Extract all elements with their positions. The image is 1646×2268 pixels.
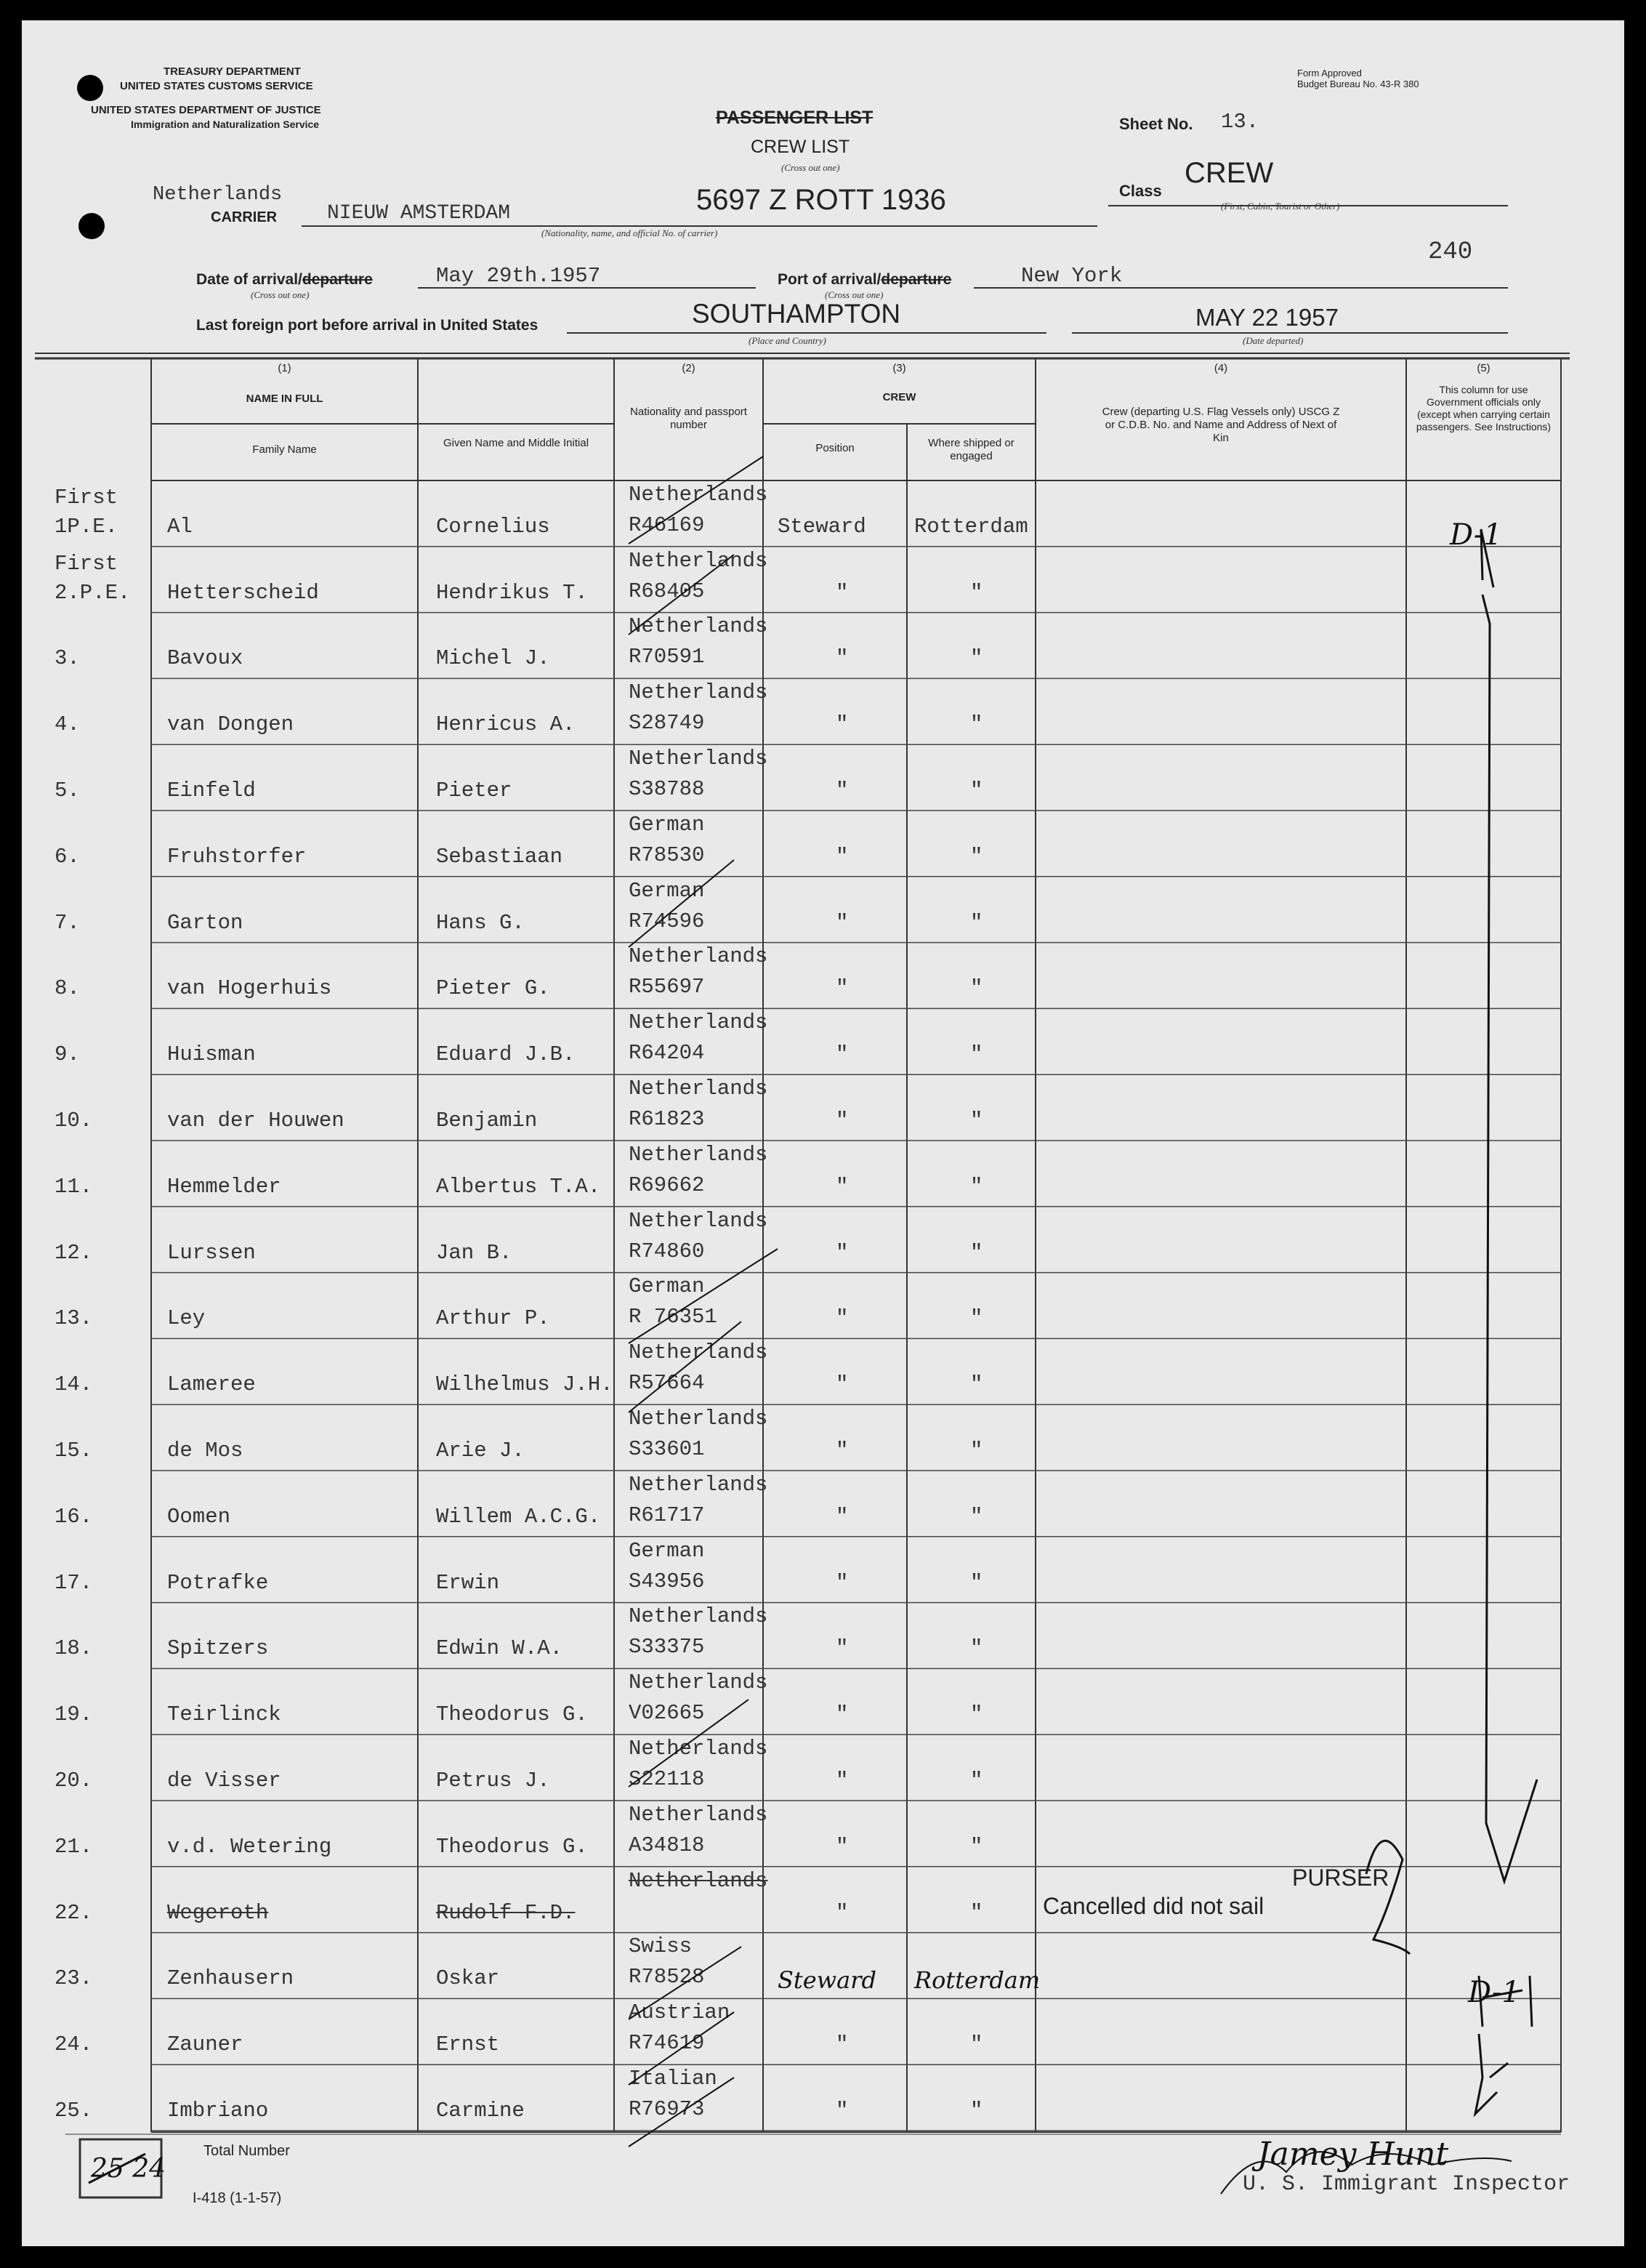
row-family-name: Potrafke [167,1570,269,1595]
form-approved: Form Approved [1297,68,1362,79]
row-number: 17. [55,1570,93,1595]
title-crew-list: CREW LIST [751,137,850,157]
row-where-shipped: " [970,646,983,671]
row-given-name: Ernst [436,2032,500,2057]
row-given-name: Wilhelmus J.H. [436,1372,613,1397]
row-position: " [836,1636,849,1661]
row-position: Steward [778,1966,876,1995]
row-nationality: Netherlands [629,548,768,573]
row-passport: R78528 [629,1965,705,1990]
row-family-name: Spitzers [167,1636,269,1661]
row-where-shipped: Rotterdam [914,514,1028,539]
row-given-name: Michel J. [436,646,550,671]
arrival-port-note: (Cross out one) [825,289,884,300]
row-passport: R 76351 [629,1305,717,1330]
row-number: 8. [55,976,80,1001]
row-prefix: First [55,485,118,510]
row-where-shipped: " [970,2032,983,2057]
row-given-name: Erwin [436,1570,500,1595]
row-given-name: Pieter [436,779,512,803]
budget-bureau: Budget Bureau No. 43-R 380 [1297,79,1419,89]
agency-ins: Immigration and Naturalization Service [131,118,320,130]
col5-title: This column for use Government officials only (except when carrying certain passengers. See Instructions) [1416,384,1552,433]
row-nationality: Netherlands [629,1077,768,1101]
row-family-name: Al [167,514,193,539]
row-where-shipped: " [970,1042,983,1067]
row-passport: R55697 [629,975,705,1000]
col-where-shipped: Where shipped or engaged [928,437,1014,462]
d1-stamp-middle: D-1 [1468,1976,1520,2009]
date-departed-value: MAY 22 1957 [1195,304,1339,331]
row-nationality: German [629,1274,705,1299]
arrival-port-label: Port of arrival/departure [778,271,952,288]
row-family-name: Zenhausern [167,1966,294,1991]
row-nationality: Netherlands [629,614,768,639]
row-nationality: Netherlands [629,1868,768,1893]
row-where-shipped: " [970,976,983,1001]
carrier-note: (Nationality, name, and official No. of carrier) [541,228,718,238]
row-family-name: v.d. Wetering [167,1834,332,1859]
row-given-name: Cornelius [436,514,550,539]
col4-title: Crew (departing U.S. Flag Vessels only) USCG Z or C.D.B. No. and Name and Address of Next of Kin [1102,406,1340,444]
row-position: " [836,1504,849,1529]
row-nationality: Netherlands [629,1472,768,1497]
date-departed-note: (Date departed) [1243,335,1304,346]
row-prefix: First [55,551,118,576]
title-cross-out-note: (Cross out one) [781,162,840,173]
class-note: (First, Cabin, Tourist or Other) [1221,201,1340,212]
row-number: 18. [55,1636,93,1661]
row-passport: R68405 [629,579,705,603]
row-where-shipped: " [970,1439,983,1463]
class-value: CREW [1185,157,1274,189]
row-given-name: Carmine [436,2099,525,2123]
row-family-name: Huisman [167,1042,256,1067]
row-where-shipped: " [970,1174,983,1199]
row-position: " [836,2099,849,2123]
row-number: 4. [55,712,80,737]
row-number: 7. [55,910,80,935]
crew-list-document [22,20,1624,2246]
row-where-shipped: " [970,1372,983,1397]
col4-number: (4) [1214,362,1228,374]
row-position: " [836,844,849,869]
row-number: 12. [55,1240,93,1265]
col2-title: Nationality and passport number [630,406,747,431]
row-where-shipped: " [970,1834,983,1859]
row-family-name: Ley [167,1306,206,1331]
carrier-official-no: 5697 Z ROTT 1936 [696,184,946,216]
row-nationality: Netherlands [629,1670,768,1695]
row-number: 23. [55,1966,93,1991]
row-family-name: Garton [167,910,243,935]
row-given-name: Hendrikus T. [436,580,588,605]
row-where-shipped: " [970,910,983,935]
row-passport: R64204 [629,1041,705,1066]
form-number: I-418 (1-1-57) [193,2190,282,2206]
row-position: " [836,1240,849,1265]
row-number: 13. [55,1306,93,1331]
row-nationality: Netherlands [629,1208,768,1233]
col1-title: NAME IN FULL [246,393,323,405]
row-position: " [836,1306,849,1331]
total-number-value: 25 24 [91,2154,166,2184]
row-position: " [836,646,849,671]
row-family-name: Wegeroth [167,1900,269,1925]
arrival-date-note: (Cross out one) [251,289,310,300]
row-position: " [836,1439,849,1463]
col3-title: CREW [882,391,916,403]
row-where-shipped: " [970,779,983,803]
agency-customs: UNITED STATES CUSTOMS SERVICE [120,80,313,92]
row-given-name: Rudolf F.D. [436,1900,576,1925]
cancelled-note: Cancelled did not sail [1043,1893,1264,1919]
row-given-name: Jan B. [436,1240,512,1265]
row-given-name: Arie J. [436,1439,525,1463]
row-family-name: van Hogerhuis [167,976,332,1001]
row-family-name: Oomen [167,1504,231,1529]
last-port-note: (Place and Country) [749,335,826,346]
row-number: 3. [55,646,80,671]
row-where-shipped: " [970,1900,983,1925]
last-port-label: Last foreign port before arrival in United States [196,317,538,334]
row-passport: R61717 [629,1503,705,1527]
row-family-name: Teirlinck [167,1702,281,1727]
row-family-name: Bavoux [167,646,243,671]
row-nationality: Netherlands [629,944,768,969]
col-family-name: Family Name [252,443,317,456]
row-nationality: Netherlands [629,482,768,507]
row-where-shipped: " [970,1636,983,1661]
row-passport: V02665 [629,1701,705,1726]
row-given-name: Eduard J.B. [436,1042,576,1067]
row-number: 21. [55,1834,93,1859]
row-number: 1P.E. [55,514,118,539]
row-where-shipped: " [970,580,983,605]
row-nationality: Netherlands [629,1142,768,1167]
row-passport: S28749 [629,711,705,736]
d1-stamp-top: D-1 [1450,518,1502,552]
row-number: 15. [55,1439,93,1463]
row-number: 16. [55,1504,93,1529]
arrival-port-value: New York [1021,264,1123,288]
row-family-name: van der Houwen [167,1109,344,1133]
row-number: 5. [55,779,80,803]
row-number: 11. [55,1174,93,1199]
row-family-name: Lurssen [167,1240,256,1265]
last-port-value: SOUTHAMPTON [692,299,901,329]
agency-justice: UNITED STATES DEPARTMENT OF JUSTICE [91,104,321,116]
row-passport: R74596 [629,909,705,933]
row-given-name: Edwin W.A. [436,1636,563,1661]
row-where-shipped: " [970,1109,983,1133]
row-nationality: Netherlands [629,1737,768,1761]
col-given-name: Given Name and Middle Initial [443,437,589,449]
carrier-name: NIEUW AMSTERDAM [327,202,511,225]
row-family-name: Einfeld [167,779,256,803]
row-number: 19. [55,1702,93,1727]
row-passport: S43956 [629,1569,705,1593]
arrival-date-label: Date of arrival/departure [196,271,373,288]
row-passport: R76973 [629,2097,705,2121]
row-position: " [836,910,849,935]
inspector-title: U. S. Immigrant Inspector [1243,2172,1570,2197]
title-passenger-list: PASSENGER LIST [716,108,874,128]
row-given-name: Petrus J. [436,1769,550,1793]
row-number: 14. [55,1372,93,1397]
row-position: " [836,1769,849,1793]
row-position: " [836,1174,849,1199]
sheet-label: Sheet No. [1119,115,1193,133]
row-passport: S33601 [629,1437,705,1461]
row-position: " [836,2032,849,2057]
row-nationality: Italian [629,2067,717,2091]
row-given-name: Oskar [436,1966,500,1991]
row-family-name: Hemmelder [167,1174,281,1199]
row-number: 2.P.E. [55,580,131,605]
row-position: " [836,1042,849,1067]
carrier-label: CARRIER [211,209,278,225]
row-passport: S22118 [629,1767,705,1791]
arrival-date-value: May 29th.1957 [436,264,601,288]
row-given-name: Albertus T.A. [436,1174,601,1199]
row-nationality: Netherlands [629,680,768,705]
row-passport: R61823 [629,1107,705,1131]
row-nationality: German [629,1538,705,1563]
row-position: " [836,1109,849,1133]
row-nationality: Netherlands [629,1604,768,1629]
row-nationality: Swiss [629,1934,693,1959]
row-number: 22. [55,1900,93,1925]
row-where-shipped: " [970,1240,983,1265]
row-position: " [836,1702,849,1727]
row-given-name: Henricus A. [436,712,576,737]
row-number: 10. [55,1109,93,1133]
row-family-name: de Visser [167,1769,281,1793]
purser-stamp: PURSER [1292,1865,1389,1891]
row-number: 25. [55,2099,93,2123]
row-where-shipped: " [970,1504,983,1529]
row-nationality: Netherlands [629,747,768,771]
row-position: " [836,580,849,605]
col-position: Position [815,442,855,454]
col3-number: (3) [892,362,906,374]
class-label: Class [1119,182,1162,200]
row-family-name: de Mos [167,1439,243,1463]
sheet-number: 13. [1221,110,1259,134]
row-given-name: Willem A.C.G. [436,1504,601,1529]
row-passport: S38788 [629,777,705,801]
row-passport: R74619 [629,2031,705,2056]
row-where-shipped: " [970,1769,983,1793]
row-passport: R69662 [629,1173,705,1197]
row-nationality: Austrian [629,2000,730,2025]
row-position: Steward [778,514,866,539]
row-where-shipped: " [970,712,983,737]
row-nationality: German [629,812,705,837]
col2-number: (2) [682,362,695,374]
row-given-name: Arthur P. [436,1306,550,1331]
row-passport: R70591 [629,645,705,669]
carrier-nationality: Netherlands [153,184,283,206]
row-passport: R74860 [629,1239,705,1263]
row-where-shipped: " [970,844,983,869]
inspector-signature: Jamey Hunt [1257,2136,1449,2173]
row-nationality: Netherlands [629,1340,768,1365]
row-number: 9. [55,1042,80,1067]
row-family-name: Lameree [167,1372,256,1397]
row-position: " [836,1900,849,1925]
row-number: 24. [55,2032,93,2057]
total-number-label: Total Number [203,2143,290,2159]
row-passport: S33375 [629,1635,705,1660]
row-where-shipped: " [970,1702,983,1727]
row-position: " [836,712,849,737]
row-given-name: Benjamin [436,1109,538,1133]
row-family-name: Fruhstorfer [167,844,307,869]
row-where-shipped: " [970,1570,983,1595]
row-position: " [836,1834,849,1859]
row-nationality: Netherlands [629,1010,768,1035]
row-nationality: Netherlands [629,1802,768,1827]
row-position: " [836,1570,849,1595]
row-given-name: Theodorus G. [436,1834,588,1859]
agency-treasury: TREASURY DEPARTMENT [164,65,301,78]
row-given-name: Theodorus G. [436,1702,588,1727]
row-passport: A34818 [629,1833,705,1857]
row-number: 20. [55,1769,93,1793]
row-position: " [836,779,849,803]
row-family-name: van Dongen [167,712,294,737]
sheet-count: 240 [1428,238,1473,266]
row-given-name: Pieter G. [436,976,550,1001]
row-given-name: Hans G. [436,910,525,935]
row-number: 6. [55,844,80,869]
row-passport: R78530 [629,843,705,867]
row-position: " [836,976,849,1001]
row-where-shipped: Rotterdam [914,1966,1041,1995]
row-where-shipped: " [970,1306,983,1331]
row-given-name: Sebastiaan [436,844,563,869]
hand-marks [22,20,1624,2246]
row-nationality: German [629,878,705,903]
col1-number: (1) [278,362,291,374]
row-family-name: Zauner [167,2032,243,2057]
row-passport: R57664 [629,1371,705,1396]
row-family-name: Imbriano [167,2099,269,2123]
col5-number: (5) [1477,362,1490,374]
row-family-name: Hetterscheid [167,580,319,605]
row-position: " [836,1372,849,1397]
row-passport: R46169 [629,512,705,537]
row-where-shipped: " [970,2099,983,2123]
row-nationality: Netherlands [629,1407,768,1431]
